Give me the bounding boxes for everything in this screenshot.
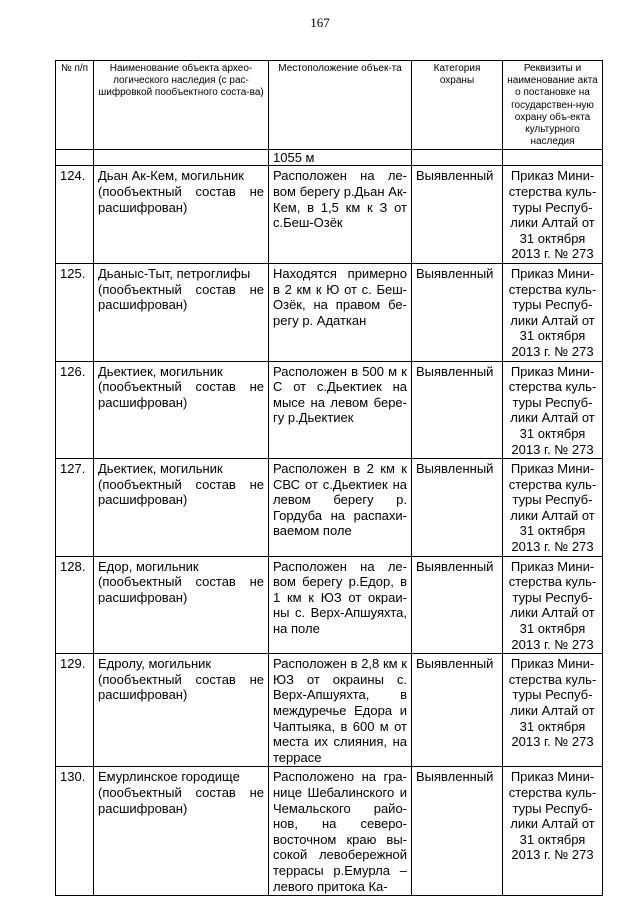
header-name: Наименование объекта архео-логического наследия (с рас-шифровкой пообъектного соста-ва) bbox=[94, 61, 269, 150]
table-row bbox=[56, 459, 603, 557]
row-name-composition-end: расшифрован) bbox=[98, 199, 188, 215]
row-name-composition: (пообъектный состав не bbox=[98, 671, 264, 687]
row-name-composition: (пообъектный состав не bbox=[98, 574, 264, 590]
row-name-composition: (пообъектный состав не bbox=[98, 281, 264, 297]
header-requisites: Реквизиты и наименование акта о постановке на государствен-ную охрану объ-екта культурного наследия bbox=[503, 61, 603, 150]
table-row bbox=[56, 361, 603, 459]
row-name-composition: (пообъектный состав не bbox=[98, 476, 264, 492]
row-category: Выявленный bbox=[412, 654, 503, 767]
row-name bbox=[94, 166, 269, 264]
row-location: Находятся примерно в 2 км к Ю от с. Беш-Озёк, на правом бе-регу р. Адаткан bbox=[269, 263, 412, 361]
row-name-title: Дьектиек, могильник bbox=[98, 363, 223, 379]
table-row bbox=[56, 654, 603, 767]
row-name-title: Дьан Ак-Кем, могильник bbox=[98, 168, 244, 184]
row-category: Выявленный bbox=[412, 459, 503, 557]
row-requisites: Приказ Мини-стерства куль-туры Респуб-лики Алтай от 31 октября 2013 г. № 273 bbox=[503, 361, 603, 459]
row-requisites: Приказ Мини-стерства куль-туры Респуб-лики Алтай от 31 октября 2013 г. № 273 bbox=[503, 166, 603, 264]
row-num: 130. bbox=[56, 767, 94, 896]
table-row bbox=[56, 263, 603, 361]
row-requisites: Приказ Мини-стерства куль-туры Респуб-лики Алтай от 31 октября 2013 г. № 273 bbox=[503, 556, 603, 654]
row-location: Расположен в 2,8 км к ЮЗ от окраины с. Верх-Апшуяхта, в междуречье Едора и Чаптыяка, в 600 м от места их слияния, на террасе bbox=[269, 654, 412, 767]
row-location: Расположен в 2 км к СВС от с.Дьектиек на левом берегу р. Гордуба на распахи-ваемом поле bbox=[269, 459, 412, 557]
row-name bbox=[94, 767, 269, 896]
header-category: Категория охраны bbox=[412, 61, 503, 150]
row-name-title: Емурлинское городище bbox=[98, 769, 240, 785]
row-name-composition: (пообъектный состав не bbox=[98, 784, 264, 800]
row-requisites: Приказ Мини-стерства куль-туры Респуб-лики Алтай от 31 октября 2013 г. № 273 bbox=[503, 459, 603, 557]
row-category: Выявленный bbox=[412, 361, 503, 459]
row-requisites: Приказ Мини-стерства куль-туры Респуб-лики Алтай от 31 октября 2013 г. № 273 bbox=[503, 654, 603, 767]
table-row bbox=[56, 556, 603, 654]
row-name-composition-end: расшифрован) bbox=[98, 687, 188, 703]
row-num: 129. bbox=[56, 654, 94, 767]
row-name-composition: (пообъектный состав не bbox=[98, 184, 264, 200]
row-name bbox=[94, 654, 269, 767]
row-location: Расположено на гра-нице Шебалинского и Чемальского райо-нов, на северо-восточном краю вы-сокой левобережной террасы р.Емурла – левого притока Ка- bbox=[269, 767, 412, 896]
row-name-composition-end: расшифрован) bbox=[98, 394, 188, 410]
header-location: Местоположение объек-та bbox=[269, 61, 412, 150]
row-num: 127. bbox=[56, 459, 94, 557]
monuments-table bbox=[55, 60, 603, 896]
table-row bbox=[56, 767, 603, 896]
continuation-row bbox=[56, 150, 603, 166]
row-category: Выявленный bbox=[412, 556, 503, 654]
row-category: Выявленный bbox=[412, 767, 503, 896]
row-category: Выявленный bbox=[412, 166, 503, 264]
row-num: 124. bbox=[56, 166, 94, 264]
row-name-composition-end: расшифрован) bbox=[98, 800, 188, 816]
row-name bbox=[94, 556, 269, 654]
row-category: Выявленный bbox=[412, 263, 503, 361]
continuation-location: 1055 м bbox=[269, 150, 412, 166]
header-num: № п/п bbox=[56, 61, 94, 150]
row-name bbox=[94, 459, 269, 557]
row-name-composition: (пообъектный состав не bbox=[98, 379, 264, 395]
row-name-title: Дьектиек, могильник bbox=[98, 461, 223, 477]
row-name-title: Едор, могильник bbox=[98, 558, 199, 574]
row-location: Расположен на ле-вом берегу р.Дьан Ак-Кем, в 1,5 км к З от с.Беш-Озёк bbox=[269, 166, 412, 264]
row-name bbox=[94, 263, 269, 361]
row-location: Расположен в 500 м к С от с.Дьектиек на мысе на левом бере-гу р.Дьектиек bbox=[269, 361, 412, 459]
row-num: 125. bbox=[56, 263, 94, 361]
table-header-row bbox=[56, 61, 603, 150]
row-name bbox=[94, 361, 269, 459]
row-name-title: Едролу, могильник bbox=[98, 656, 212, 672]
row-name-composition-end: расшифрован) bbox=[98, 589, 188, 605]
row-requisites: Приказ Мини-стерства куль-туры Респуб-лики Алтай от 31 октября 2013 г. № 273 bbox=[503, 263, 603, 361]
row-name-composition-end: расшифрован) bbox=[98, 297, 188, 313]
row-location: Расположен на ле-вом берегу р.Едор, в 1 км к ЮЗ от окраи-ны с. Верх-Апшуяхта, на поле bbox=[269, 556, 412, 654]
table-row bbox=[56, 166, 603, 264]
row-num: 128. bbox=[56, 556, 94, 654]
row-num: 126. bbox=[56, 361, 94, 459]
row-name-title: Дьаныс-Тыт, петроглифы bbox=[98, 265, 251, 281]
row-name-composition-end: расшифрован) bbox=[98, 492, 188, 508]
page-number: 167 bbox=[310, 15, 330, 30]
row-requisites: Приказ Мини-стерства куль-туры Респуб-лики Алтай от 31 октября 2013 г. № 273 bbox=[503, 767, 603, 896]
